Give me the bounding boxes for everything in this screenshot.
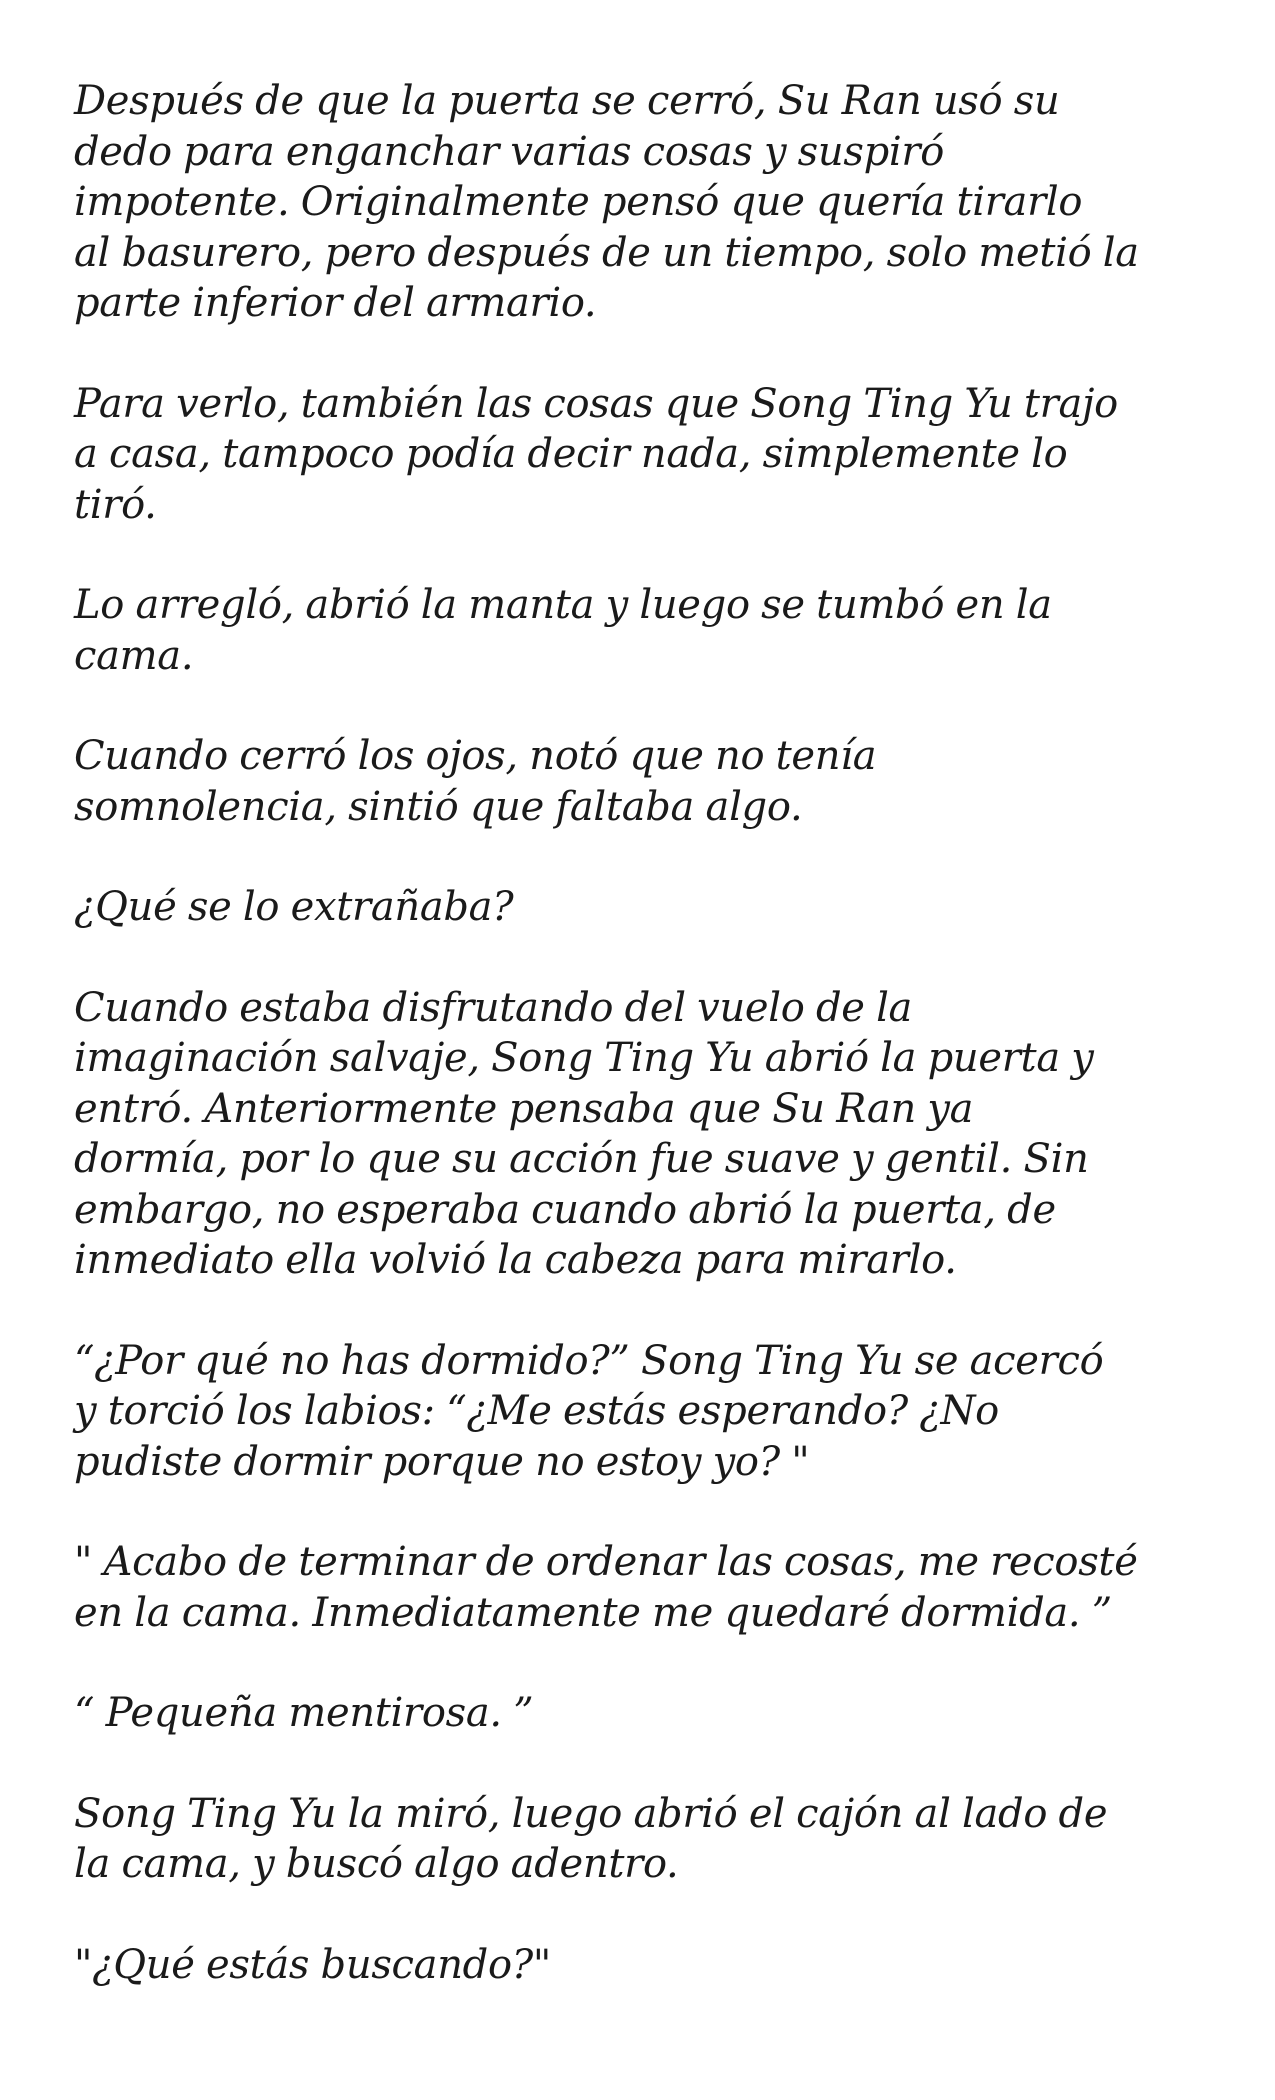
text-line: cama.: [74, 632, 194, 679]
text-line: y torció los labios: “¿Me estás esperando? ¿No: [74, 1388, 999, 1434]
text-line: Después de que la puerta se cerró, Su Ran usó su: [74, 78, 1060, 124]
text-line: parte inferior del armario.: [74, 280, 597, 326]
paragraph-3: [74, 580, 1224, 681]
paragraph-2: [74, 379, 1224, 531]
paragraph-4: [74, 731, 1224, 832]
text-line: dormía, por lo que su acción fue suave y gentil. Sin: [74, 1136, 1089, 1182]
paragraph-8: [74, 1537, 1224, 1638]
text-line: embargo, no esperaba cuando abrió la puerta, de: [74, 1186, 1056, 1233]
text-line: “ Pequeña mentirosa. ”: [74, 1690, 534, 1736]
text-line: Lo arregló, abrió la manta y luego se tumbó en la: [74, 582, 1052, 628]
text-line: pudiste dormir porque no estoy yo? ": [74, 1438, 810, 1485]
text-line: al basurero, pero después de un tiempo, solo metió la: [74, 229, 1139, 276]
paragraph-7: [74, 1336, 1224, 1488]
text-line: Song Ting Yu la miró, luego abrió el cajón al lado de: [74, 1790, 1108, 1837]
text-line: Cuando estaba disfrutando del vuelo de la: [74, 984, 913, 1031]
paragraph-11: [74, 1940, 1224, 1991]
text-line: ¿Qué se lo extrañaba?: [74, 884, 514, 930]
text-line: dedo para enganchar varias cosas y suspiró: [74, 128, 944, 175]
text-line: tiró.: [74, 481, 157, 528]
text-line: “¿Por qué no has dormido?” Song Ting Yu se acercó: [74, 1337, 1104, 1384]
text-line: entró. Anteriormente pensaba que Su Ran ya: [74, 1085, 974, 1132]
paragraph-10: [74, 1789, 1224, 1890]
text-line: a casa, tampoco podía decir nada, simplemente lo: [74, 431, 1068, 477]
text-line: Para verlo, también las cosas que Song Ting Yu trajo: [74, 380, 1118, 427]
text-line: en la cama. Inmediatamente me quedaré dormida. ”: [74, 1589, 1112, 1636]
paragraph-9: [74, 1688, 1224, 1739]
text-line: "¿Qué estás buscando?": [74, 1941, 551, 1988]
paragraph-5: [74, 882, 1224, 933]
paragraph-6: [74, 983, 1224, 1286]
text-line: " Acabo de terminar de ordenar las cosas, me recosté: [74, 1539, 1138, 1585]
paragraph-1: [74, 76, 1224, 329]
text-line: Cuando cerró los ojos, notó que no tenía: [74, 733, 877, 779]
text-line: la cama, y buscó algo adentro.: [74, 1841, 679, 1887]
text-line: imaginación salvaje, Song Ting Yu abrió la puerta y: [74, 1035, 1094, 1081]
text-line: inmediato ella volvió la cabeza para mirarlo.: [74, 1237, 957, 1283]
text-line: somnolencia, sintió que faltaba algo.: [74, 783, 803, 830]
text-line: impotente. Originalmente pensó que quería tirarlo: [74, 179, 1083, 225]
